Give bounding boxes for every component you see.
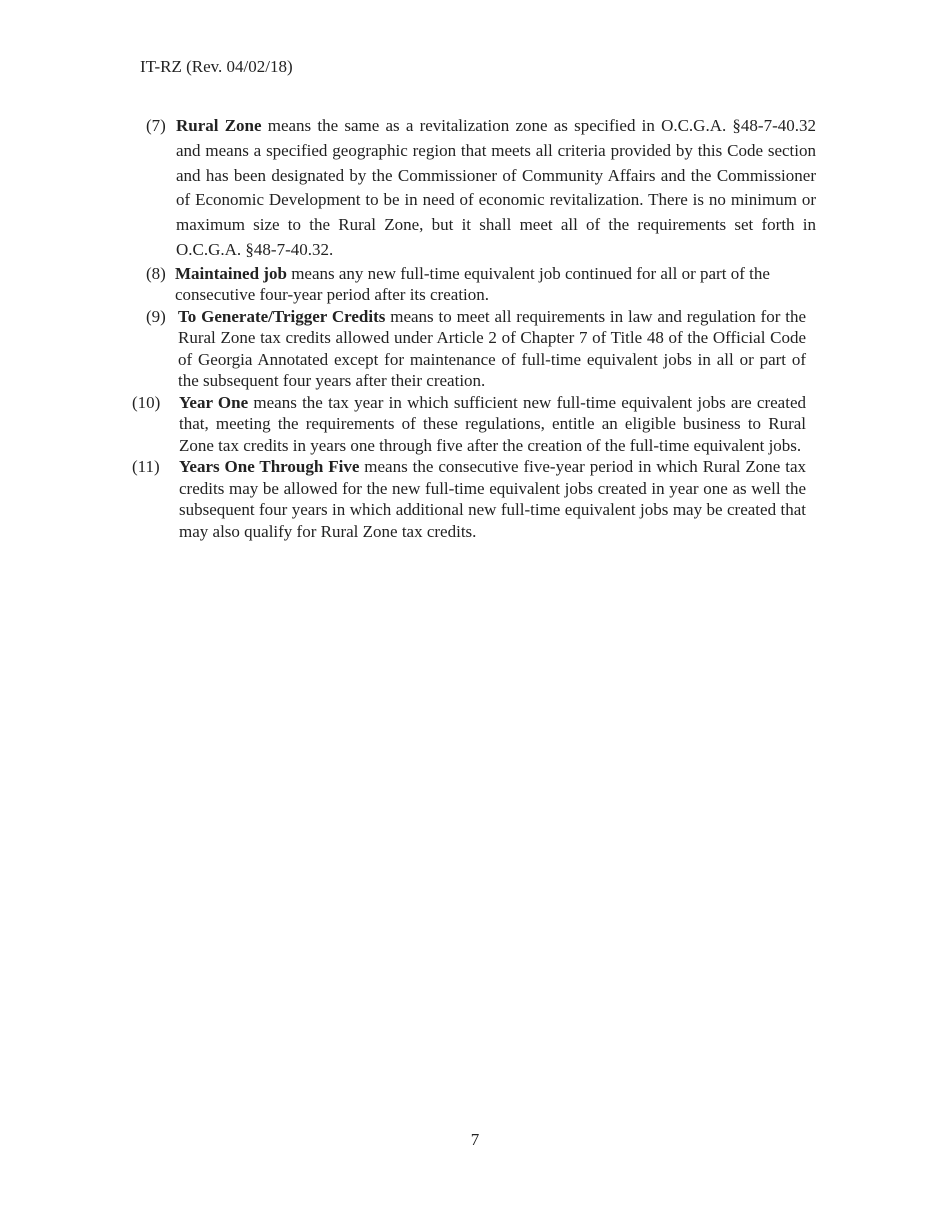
definition-text: means the consecutive five-year period in which Rural Zone tax credits may be allowed for the new full-time equivalent jobs created in year one as well the subsequent four years in which additional new full-time equivalent jobs may be created that may also qualify for Rural Zone tax credits. <box>179 457 807 541</box>
definition-body <box>179 456 806 542</box>
definition-body <box>176 114 816 263</box>
definition-item-generate-trigger-credits <box>130 306 806 392</box>
definition-term: To Generate/Trigger Credits <box>178 306 386 326</box>
definitions-list <box>130 114 820 542</box>
definition-term: Year One <box>179 392 249 412</box>
definition-number: (9) <box>146 306 166 326</box>
definition-body <box>178 306 806 392</box>
definition-number: (10) <box>132 392 161 412</box>
definition-text: means any new full-time equivalent job continued for all or part of the consecutive four-year period after its creation. <box>175 263 770 305</box>
definition-item-years-one-through-five <box>130 456 806 542</box>
definition-body <box>179 392 806 457</box>
document-header: IT-RZ (Rev. 04/02/18) <box>140 57 293 76</box>
definition-body <box>175 263 805 306</box>
definition-text: means the tax year in which sufficient new full-time equivalent jobs are created that, meeting the requirements of these regulations, entitle an eligible business to Rural Zone tax credits in years one through five after the creation of the full-time equivalent jobs. <box>179 392 806 455</box>
definition-text: means to meet all requirements in law and regulation for the Rural Zone tax credits allowed under Article 2 of Chapter 7 of Title 48 of the Official Code of Georgia Annotated except for maintenance of full-time equivalent jobs in all or part of the subsequent four years after their creation. <box>178 306 806 391</box>
definition-number: (11) <box>132 457 160 477</box>
definition-item-maintained-job <box>130 263 805 306</box>
definition-item-year-one <box>130 392 806 457</box>
definition-number: (8) <box>146 263 166 283</box>
page-number: 7 <box>470 1130 480 1149</box>
definition-term: Rural Zone <box>176 116 262 135</box>
definition-item-rural-zone <box>130 114 816 263</box>
definition-text: means the same as a revitalization zone as specified in O.C.G.A. §48-7-40.32 and means a specified geographic region that meets all criteria provided by this Code section and has been designated by the Commissioner of Community Affairs and the Commissioner of Economic Development to be in need of economic revitalization. There is no minimum or maximum size to the Rural Zone, but it shall meet all of the requirements set forth in O.C.G.A. §48-7-40.32. <box>176 116 817 259</box>
definition-term: Years One Through Five <box>179 457 360 477</box>
definition-term: Maintained job <box>175 263 287 283</box>
definition-number: (7) <box>146 116 166 135</box>
